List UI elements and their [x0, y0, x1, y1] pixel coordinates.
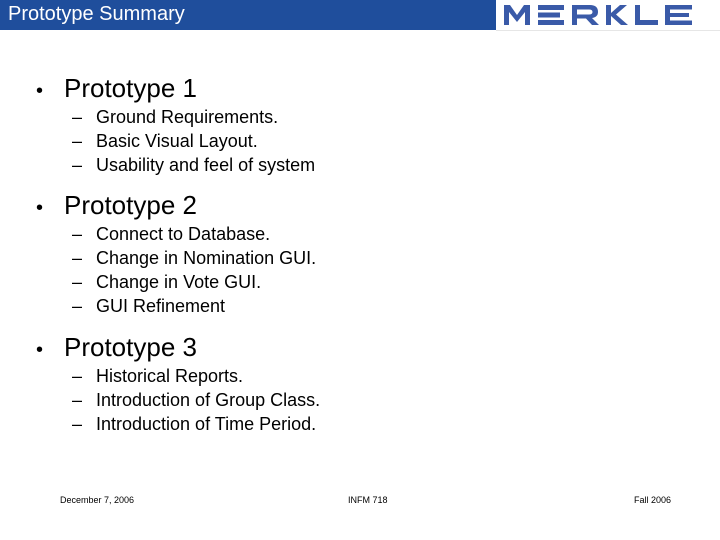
footer-date: December 7, 2006: [60, 495, 135, 505]
dash: –: [72, 131, 83, 151]
dash: –: [72, 107, 83, 127]
sub-item-text: Introduction of Time Period.: [96, 414, 317, 434]
sub-item: [72, 248, 316, 269]
sub-item: [72, 272, 261, 293]
sub-item-text: Historical Reports.: [96, 366, 244, 386]
dash: –: [72, 366, 83, 386]
sub-item: [72, 131, 258, 152]
sub-item: [72, 390, 320, 411]
sub-item-text: Ground Requirements.: [96, 107, 279, 127]
sub-item-text: Basic Visual Layout.: [96, 131, 258, 151]
sub-item: [72, 366, 243, 387]
bullet-prototype-1: [36, 73, 197, 104]
dash: –: [72, 155, 83, 175]
bullet-heading: Prototype 2: [64, 190, 197, 220]
bullet-prototype-2: [36, 190, 197, 221]
dash: –: [72, 272, 83, 292]
sub-item: [72, 296, 225, 317]
dash: –: [72, 414, 83, 434]
sub-item-text: Introduction of Group Class.: [96, 390, 321, 410]
bullet-heading: Prototype 1: [64, 73, 197, 103]
dash: –: [72, 224, 83, 244]
slide-title: Prototype Summary: [8, 3, 185, 25]
bullet-heading: Prototype 3: [64, 332, 197, 362]
sub-item-text: Change in Nomination GUI.: [96, 248, 317, 268]
sub-item: [72, 414, 316, 435]
dash: –: [72, 390, 83, 410]
sub-item-text: GUI Refinement: [96, 296, 226, 316]
sub-item: [72, 224, 270, 245]
dash: –: [72, 248, 83, 268]
dash: –: [72, 296, 83, 316]
footer-term: Fall 2006: [634, 495, 672, 505]
bullet-dot: •: [36, 80, 44, 102]
bullet-prototype-3: [36, 332, 197, 363]
bullet-dot: •: [36, 339, 44, 361]
bullet-dot: •: [36, 197, 44, 219]
sub-item: [72, 155, 315, 176]
sub-item-text: Change in Vote GUI.: [96, 272, 262, 292]
sub-item-text: Connect to Database.: [96, 224, 271, 244]
sub-item-text: Usability and feel of system: [96, 155, 316, 175]
sub-item: [72, 107, 278, 128]
footer-course: INFM 718: [348, 495, 388, 505]
